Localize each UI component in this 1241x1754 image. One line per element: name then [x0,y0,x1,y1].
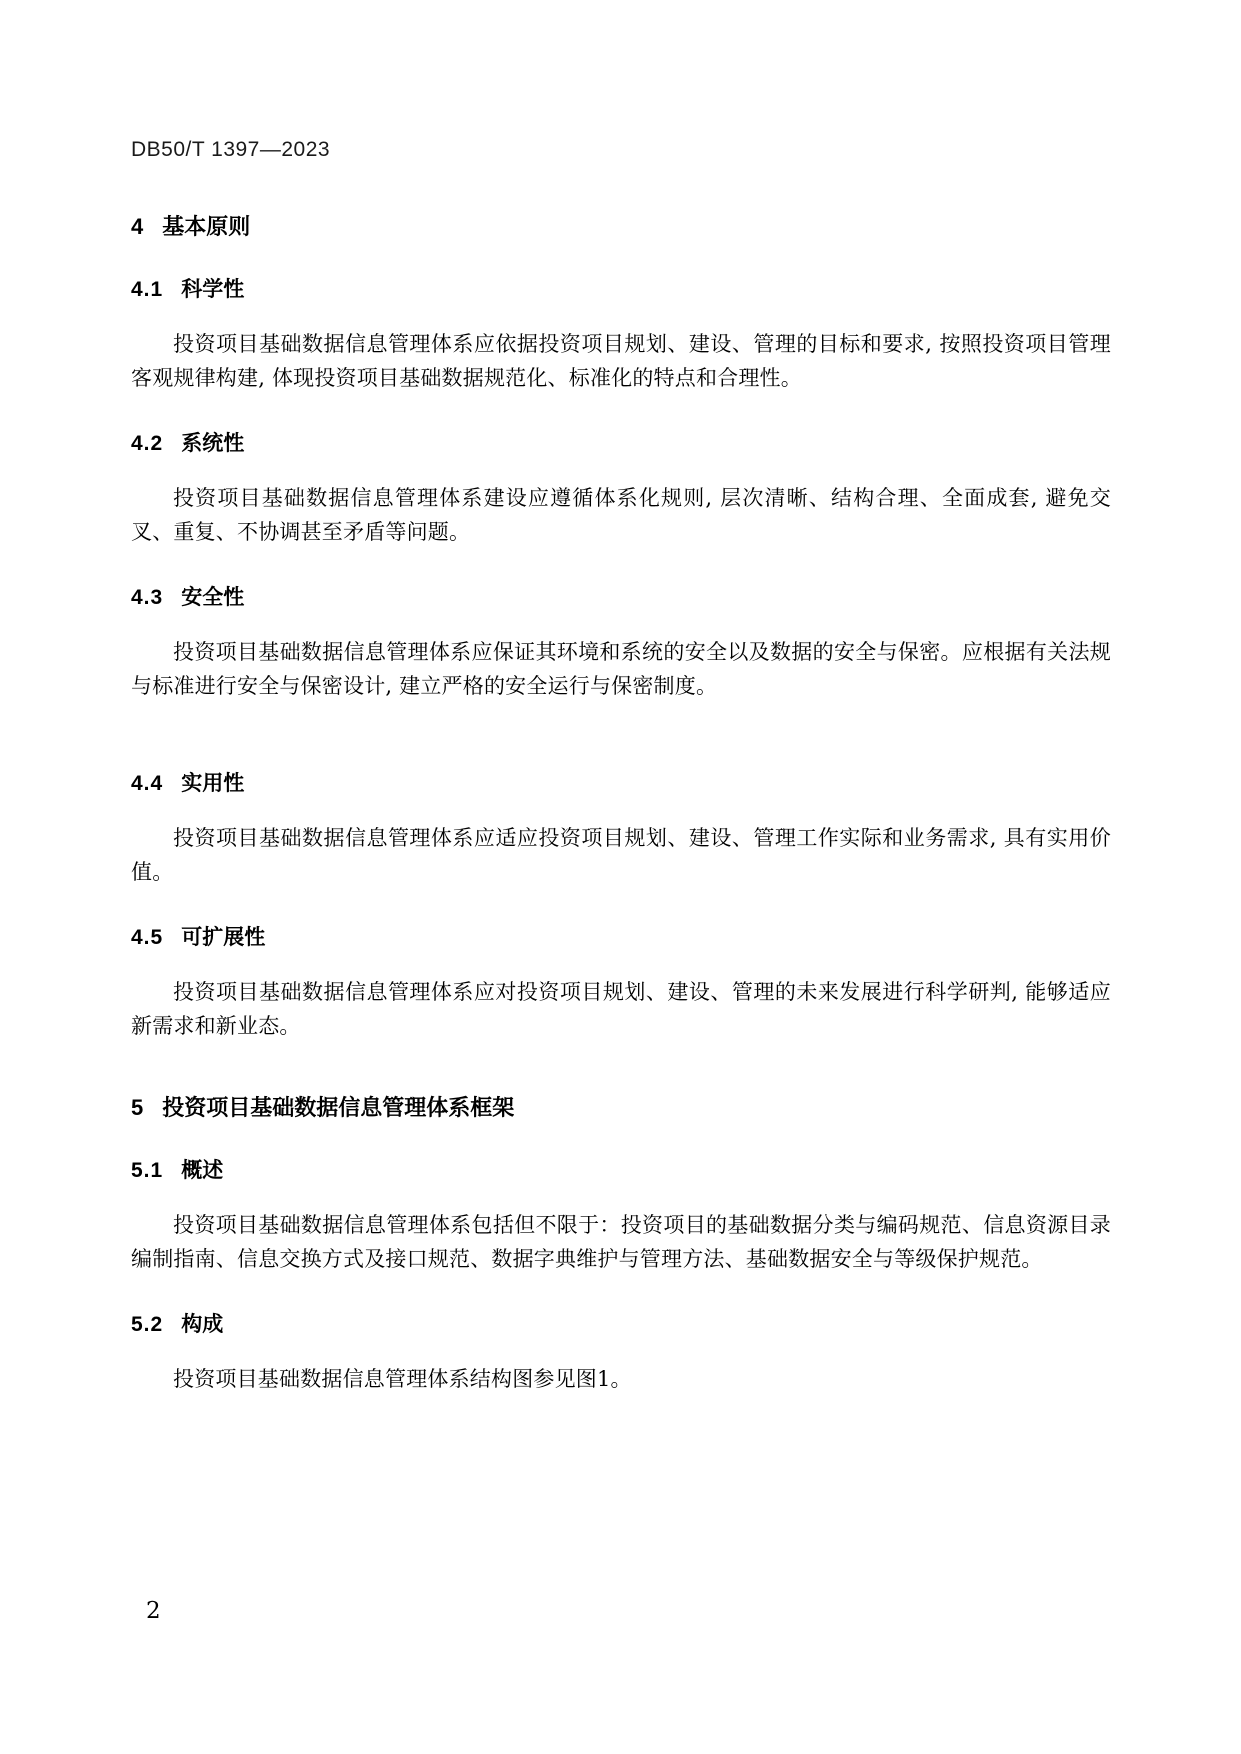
subsection-heading-4.4 [131,767,1111,797]
section-number: 5 [131,1095,145,1120]
subsection-heading-4.3 [131,581,1111,611]
section-title: 可扩展性 [181,926,266,949]
paragraph: 投资项目基础数据信息管理体系应保证其环境和系统的安全以及数据的安全与保密。应根据有关法规与标准进行安全与保密设计, 建立严格的安全运行与保密制度。 [131,640,1111,698]
section-title: 基本原则 [162,214,251,239]
section-number: 4 [131,214,145,239]
section-number: 5.1 [131,1159,164,1182]
subsection-heading-4.5 [131,921,1111,951]
section-number: 4.2 [131,432,164,455]
section-number: 4.4 [131,772,164,795]
paragraph: 投资项目基础数据信息管理体系包括但不限于：投资项目的基础数据分类与编码规范、信息资源目录编制指南、信息交换方式及接口规范、数据字典维护与管理方法、基础数据安全与等级保护规范。 [131,1213,1111,1271]
section-heading-5 [131,1091,1111,1122]
page-content [131,0,1111,1396]
section-title: 系统性 [181,432,245,455]
section-title: 科学性 [181,278,245,301]
paragraph: 投资项目基础数据信息管理体系结构图参见图1。 [173,1367,632,1391]
paragraph: 投资项目基础数据信息管理体系应适应投资项目规划、建设、管理工作实际和业务需求, 具有实用价值。 [131,826,1111,884]
subsection-heading-4.1 [131,273,1111,303]
document-body [131,210,1111,1396]
page-number: 2 [146,1598,161,1624]
subsection-heading-5.2 [131,1308,1111,1338]
section-title: 投资项目基础数据信息管理体系框架 [162,1095,515,1120]
section-title: 概述 [181,1159,224,1182]
section-number: 5.2 [131,1313,164,1336]
paragraph: 投资项目基础数据信息管理体系应对投资项目规划、建设、管理的未来发展进行科学研判, 能够适应新需求和新业态。 [131,980,1111,1038]
paragraph: 投资项目基础数据信息管理体系应依据投资项目规划、建设、管理的目标和要求, 按照投资项目管理客观规律构建, 体现投资项目基础数据规范化、标准化的特点和合理性。 [131,332,1111,390]
section-title: 构成 [181,1313,224,1336]
section-heading-4 [131,210,1111,241]
section-title: 安全性 [181,586,245,609]
subsection-heading-4.2 [131,427,1111,457]
section-number: 4.1 [131,278,164,301]
section-number: 4.3 [131,586,164,609]
subsection-heading-5.1 [131,1154,1111,1184]
section-number: 4.5 [131,926,164,949]
section-title: 实用性 [181,772,245,795]
standard-code-header: DB50/T 1397—2023 [131,138,331,161]
paragraph: 投资项目基础数据信息管理体系建设应遵循体系化规则, 层次清晰、结构合理、全面成套, 避免交叉、重复、不协调甚至矛盾等问题。 [131,486,1111,544]
